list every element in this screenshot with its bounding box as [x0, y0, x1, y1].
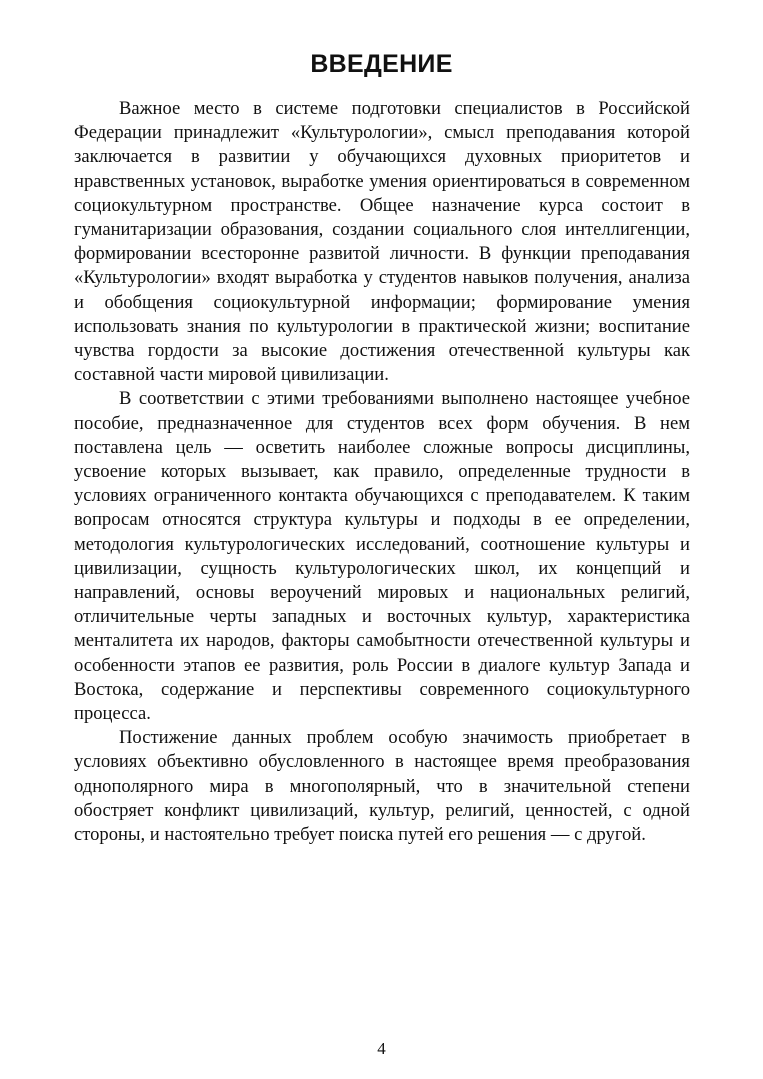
page-number: 4 [377, 1039, 386, 1058]
body-text [74, 97, 690, 847]
chapter-title: ВВЕДЕНИЕ [310, 50, 453, 78]
paragraph-1: Важное место в системе подготовки специалистов в Российской Федерации принадлежит «Культурологии», смысл преподавания которой заключается в развитии у обучающихся духовных приоритетов и нравственных установок, выработке умения ориентироваться в современном социокультурном пространстве. Общее назначение курса состоит в гуманитаризации образования, создании социального слоя интеллигенции, формировании всесторонне развитой личности. В функции преподавания «Культурологии» входят выработка у студентов навыков получения, анализа и обобщения социокультурной информации; формирование умения использовать знания по культурологии в практической жизни; воспитание чувства гордости за высокие достижения отечественной культуры как составной части мировой цивилизации. [74, 98, 690, 386]
paragraph-3: Постижение данных проблем особую значимость приобретает в условиях объективно обусловленного в настоящее время преобразования однополярного мира в многополярный, что в значительной степени обостряет конфликт цивилизаций, культур, религий, ценностей, с одной стороны, и настоятельно требует поиска путей его решения — с другой. [74, 727, 690, 846]
paragraph-2: В соответствии с этими требованиями выполнено настоящее учебное пособие, предназначенное для студентов всех форм обучения. В нем поставлена цель — осветить наиболее сложные вопросы дисциплины, усвоение которых вызывает, как правило, определенные трудности в условиях ограниченного контакта обучающихся с преподавателем. К таким вопросам относятся структура культуры и подходы в ее определении, методология культурологических исследований, соотношение культуры и цивилизации, сущность культурологических школ, их концепций и направлений, основы вероучений мировых и национальных религий, отличительные черты западных и восточных культур, характеристика менталитета их народов, факторы самобытности отечественной культуры и особенности этапов ее развития, роль России в диалоге культур Запада и Востока, содержание и перспективы современного социокультурного процесса. [74, 388, 690, 725]
